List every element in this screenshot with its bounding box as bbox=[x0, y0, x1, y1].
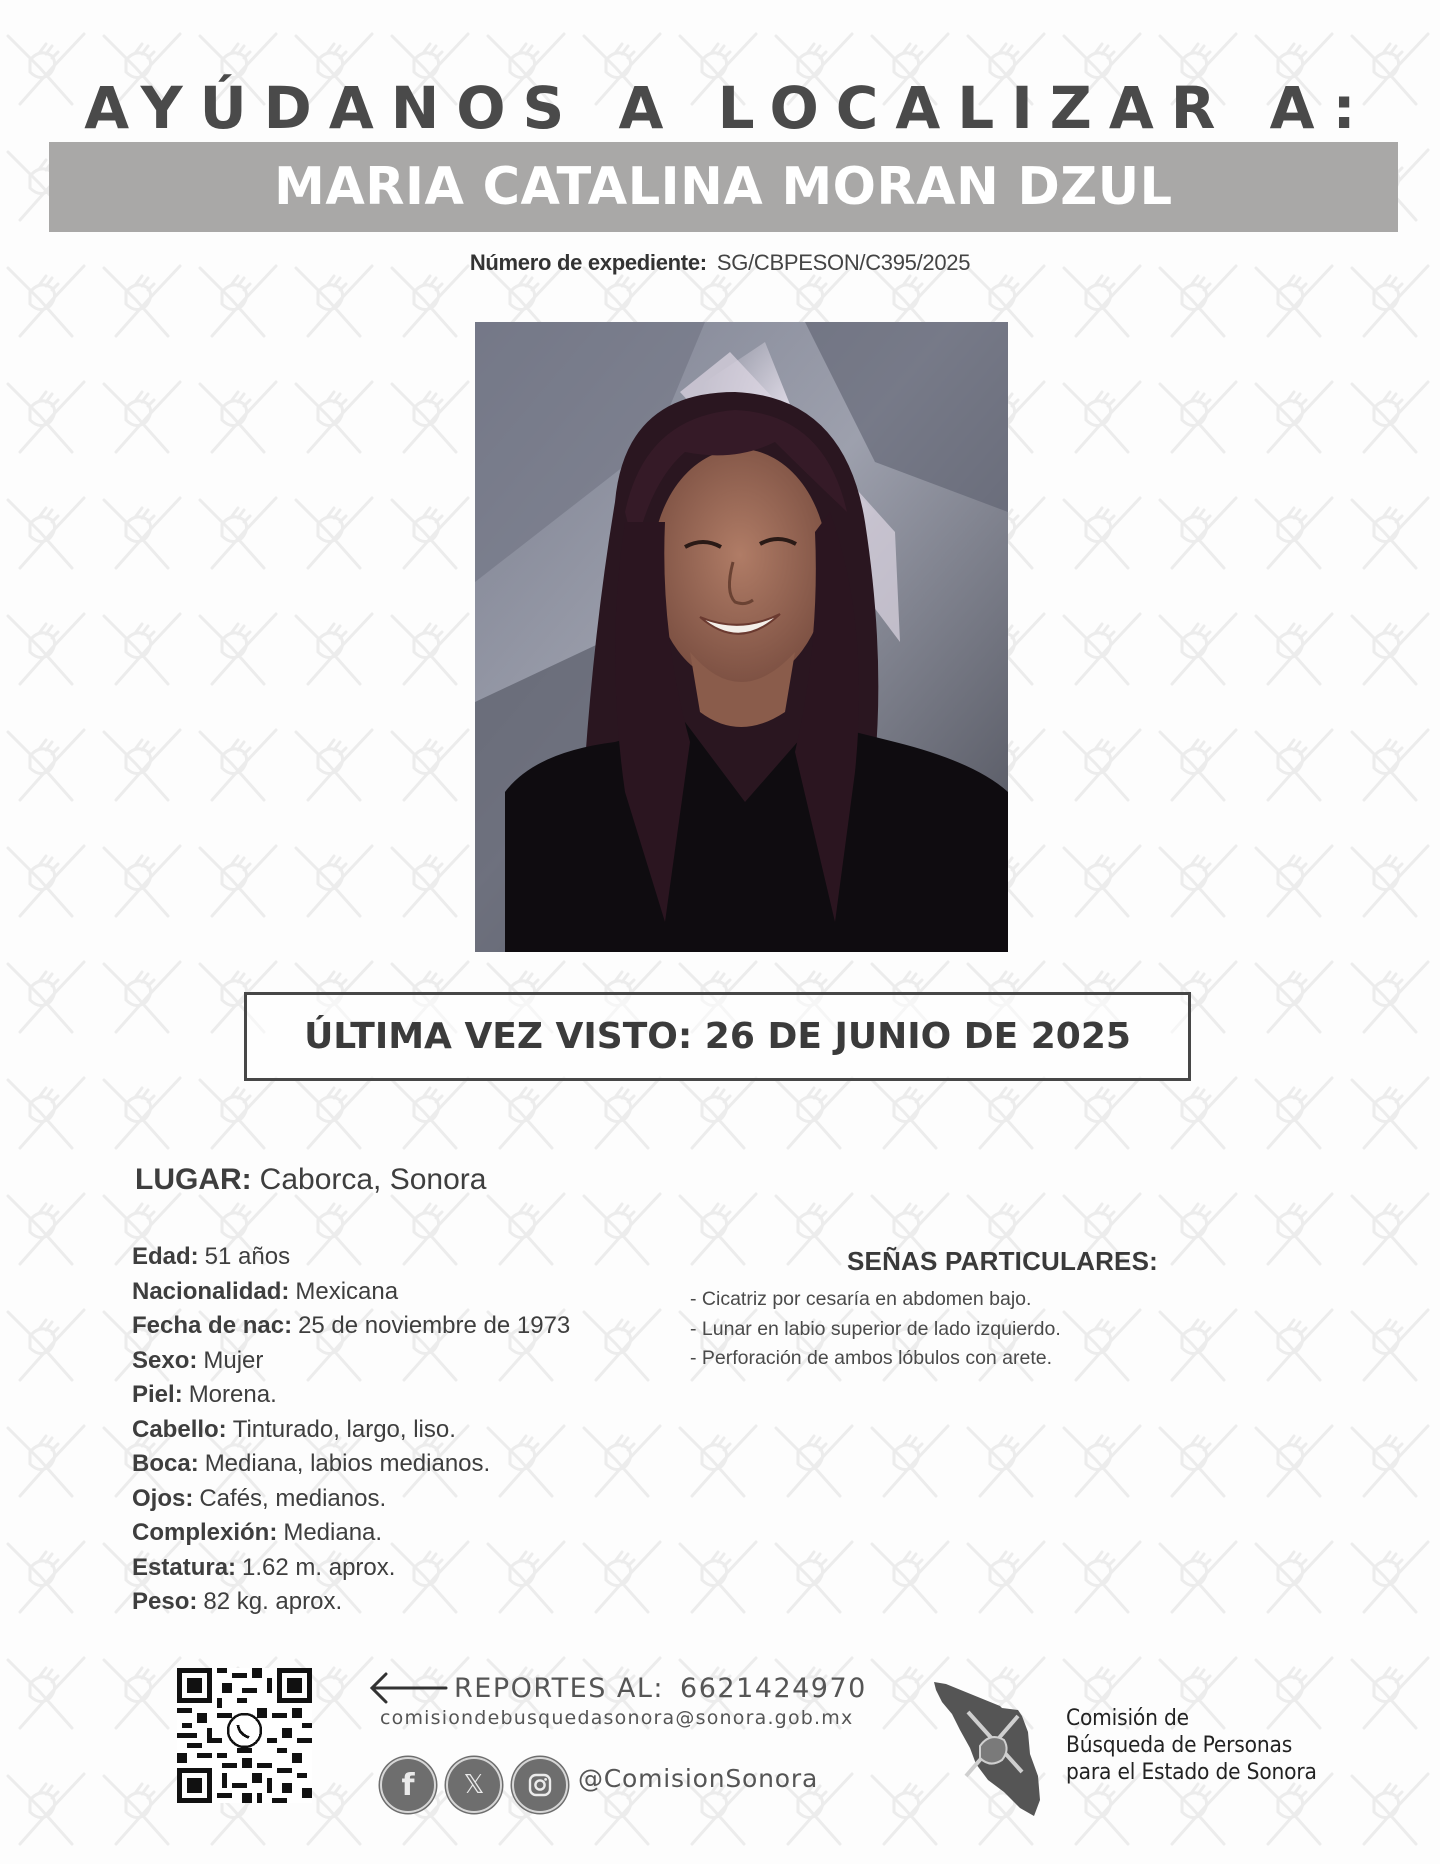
detail-row-edad bbox=[132, 1240, 570, 1275]
detail-value: 82 kg. aprox. bbox=[203, 1588, 343, 1615]
detail-row-estatura bbox=[132, 1551, 570, 1586]
location bbox=[135, 1163, 486, 1197]
detail-row-fecha-nac bbox=[132, 1309, 570, 1344]
x-glyph: 𝕏 bbox=[463, 1770, 485, 1800]
last-seen-box bbox=[244, 992, 1191, 1081]
detail-label: Nacionalidad: bbox=[132, 1277, 290, 1305]
physical-details bbox=[132, 1240, 570, 1620]
social-links bbox=[380, 1757, 568, 1813]
instagram-glyph bbox=[527, 1772, 553, 1798]
distinguishing-marks-list bbox=[690, 1285, 1061, 1374]
detail-label: Edad: bbox=[132, 1243, 199, 1270]
whatsapp-qr-code[interactable] bbox=[177, 1668, 312, 1803]
org-line-1: Comisión de bbox=[1066, 1706, 1189, 1731]
detail-value: Tinturado, largo, liso. bbox=[232, 1415, 456, 1443]
detail-label: Sexo: bbox=[132, 1346, 198, 1374]
distinguishing-mark: - Perforación de ambos lóbulos con arete. bbox=[690, 1347, 1053, 1369]
headline: AYÚDANOS A LOCALIZAR A: bbox=[84, 74, 1373, 142]
detail-value: Mujer bbox=[203, 1346, 264, 1374]
detail-value: Mexicana bbox=[295, 1277, 399, 1305]
detail-value: 51 años bbox=[204, 1243, 291, 1270]
facebook-glyph: f bbox=[401, 1767, 415, 1803]
arrow-left-icon bbox=[368, 1670, 448, 1706]
detail-value: Mediana. bbox=[283, 1519, 383, 1546]
detail-row-cabello bbox=[132, 1413, 570, 1448]
detail-row-ojos bbox=[132, 1482, 570, 1517]
location-value: Caborca, Sonora bbox=[259, 1163, 487, 1196]
detail-label: Estatura: bbox=[132, 1553, 237, 1581]
detail-value: Morena. bbox=[188, 1381, 277, 1408]
last-seen-date: ÚLTIMA VEZ VISTO: 26 DE JUNIO DE 2025 bbox=[304, 1016, 1131, 1057]
detail-value: Cafés, medianos. bbox=[199, 1484, 387, 1512]
missing-person-name: MARIA CATALINA MORAN DZUL bbox=[274, 157, 1173, 217]
distinguishing-mark: - Lunar en labio superior de lado izquierdo. bbox=[690, 1317, 1061, 1340]
detail-row-piel bbox=[132, 1378, 570, 1413]
case-number bbox=[0, 250, 1440, 276]
detail-value: 25 de noviembre de 1973 bbox=[298, 1312, 571, 1339]
case-number-label: Número de expediente: bbox=[469, 250, 707, 275]
distinguishing-marks-title: SEÑAS PARTICULARES: bbox=[847, 1246, 1159, 1276]
detail-row-sexo bbox=[132, 1344, 570, 1379]
organization-name bbox=[1066, 1705, 1317, 1786]
phone-number[interactable]: 6621424970 bbox=[680, 1672, 867, 1704]
detail-label: Cabello: bbox=[132, 1415, 227, 1443]
email-address[interactable]: comisiondebusquedasonora@sonora.gob.mx bbox=[380, 1707, 854, 1729]
detail-label: Complexión: bbox=[132, 1519, 278, 1546]
detail-row-nacionalidad bbox=[132, 1275, 570, 1310]
distinguishing-mark: - Cicatriz por cesaría en abdomen bajo. bbox=[690, 1288, 1032, 1310]
x-twitter-icon[interactable] bbox=[446, 1757, 502, 1813]
detail-label: Piel: bbox=[132, 1381, 183, 1408]
report-line bbox=[368, 1670, 867, 1706]
detail-row-boca bbox=[132, 1447, 570, 1482]
detail-label: Boca: bbox=[132, 1450, 199, 1477]
instagram-icon[interactable] bbox=[512, 1757, 568, 1813]
facebook-icon[interactable] bbox=[380, 1757, 436, 1813]
org-line-2: Búsqueda de Personas bbox=[1066, 1733, 1293, 1758]
social-handle[interactable]: @ComisionSonora bbox=[578, 1764, 819, 1793]
person-photo bbox=[475, 322, 1008, 952]
detail-label: Peso: bbox=[132, 1588, 198, 1615]
case-number-value: SG/CBPESON/C395/2025 bbox=[716, 250, 971, 275]
detail-value: 1.62 m. aprox. bbox=[242, 1553, 396, 1581]
detail-label: Fecha de nac: bbox=[132, 1312, 293, 1339]
detail-row-peso bbox=[132, 1585, 570, 1620]
detail-value: Mediana, labios medianos. bbox=[204, 1450, 491, 1477]
detail-label: Ojos: bbox=[132, 1484, 194, 1512]
org-line-3: para el Estado de Sonora bbox=[1066, 1760, 1317, 1785]
reportes-label: REPORTES AL: bbox=[454, 1672, 665, 1704]
location-label: LUGAR: bbox=[135, 1163, 252, 1196]
sonora-map-logo bbox=[930, 1680, 1050, 1820]
detail-row-complexion bbox=[132, 1516, 570, 1551]
name-banner bbox=[49, 142, 1398, 232]
